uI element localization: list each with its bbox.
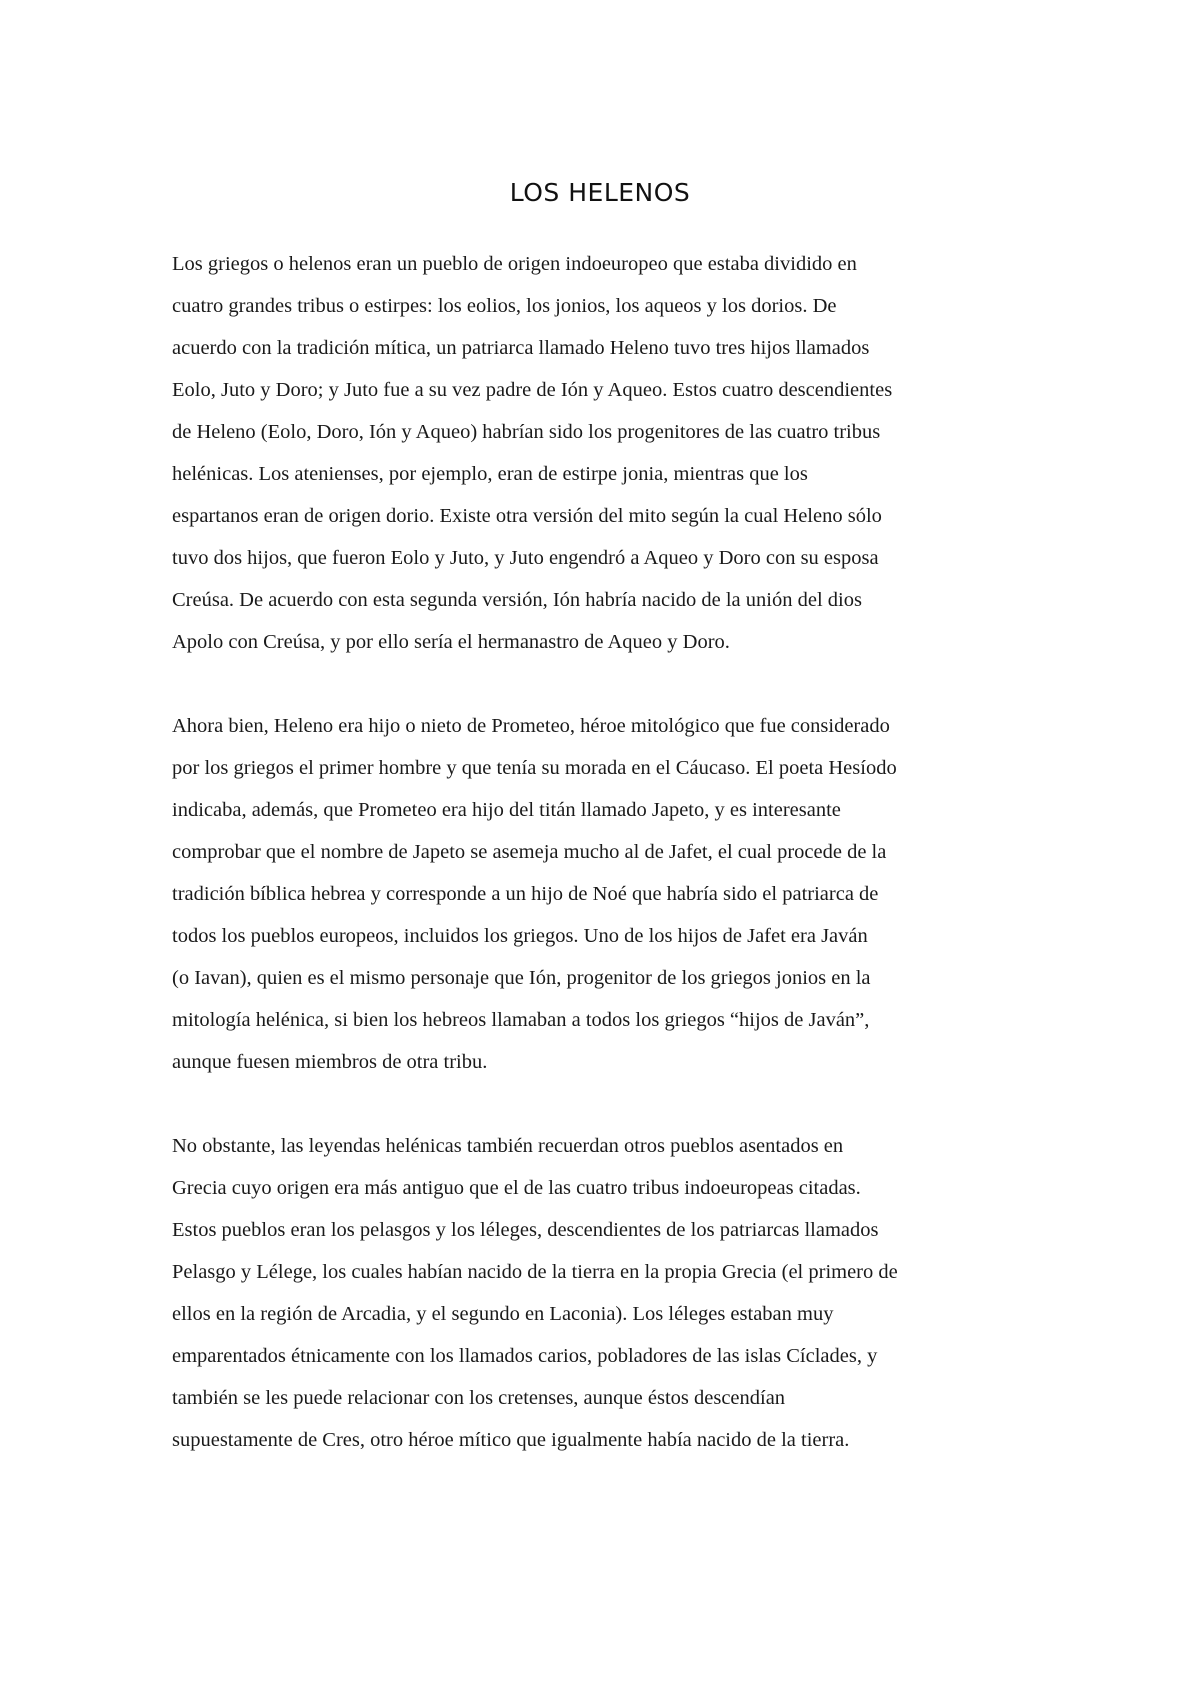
paragraph-line: Creúsa. De acuerdo con esta segunda versión, Ión habría nacido de la unión del dios [172, 589, 862, 611]
paragraph-2 [172, 705, 1032, 1083]
paragraph-1 [172, 243, 1032, 663]
paragraph-line: de Heleno (Eolo, Doro, Ión y Aqueo) habrían sido los progenitores de las cuatro tribus [172, 421, 881, 443]
document-title: LOS HELENOS [509, 178, 691, 207]
document-body [172, 243, 1032, 1461]
paragraph-spacer [172, 663, 1032, 705]
paragraph-line: indicaba, además, que Prometeo era hijo del titán llamado Japeto, y es interesante [172, 799, 841, 821]
paragraph-line: por los griegos el primer hombre y que tenía su morada en el Cáucaso. El poeta Hesíodo [172, 757, 897, 779]
paragraph-line: Los griegos o helenos eran un pueblo de origen indoeuropeo que estaba dividido en [172, 253, 857, 275]
paragraph-line: Estos pueblos eran los pelasgos y los léleges, descendientes de los patriarcas llamados [172, 1219, 879, 1241]
paragraph-spacer [172, 1083, 1032, 1125]
paragraph-3 [172, 1125, 1032, 1461]
paragraph-line: Grecia cuyo origen era más antiguo que el de las cuatro tribus indoeuropeas citadas. [172, 1177, 861, 1199]
paragraph-line: aunque fuesen miembros de otra tribu. [172, 1051, 488, 1073]
paragraph-line: Pelasgo y Lélege, los cuales habían nacido de la tierra en la propia Grecia (el primero de [172, 1261, 898, 1283]
paragraph-line: acuerdo con la tradición mítica, un patriarca llamado Heleno tuvo tres hijos llamados [172, 337, 870, 359]
paragraph-line: Ahora bien, Heleno era hijo o nieto de Prometeo, héroe mitológico que fue considerado [172, 715, 890, 737]
paragraph-line: también se les puede relacionar con los cretenses, aunque éstos descendían [172, 1387, 786, 1409]
paragraph-line: cuatro grandes tribus o estirpes: los eolios, los jonios, los aqueos y los dorios. De [172, 295, 837, 317]
paragraph-line: No obstante, las leyendas helénicas también recuerdan otros pueblos asentados en [172, 1135, 844, 1157]
paragraph-line: mitología helénica, si bien los hebreos llamaban a todos los griegos “hijos de Javán”, [172, 1009, 870, 1031]
paragraph-line: tradición bíblica hebrea y corresponde a un hijo de Noé que habría sido el patriarca de [172, 883, 879, 905]
paragraph-line: tuvo dos hijos, que fueron Eolo y Juto, y Juto engendró a Aqueo y Doro con su esposa [172, 547, 879, 569]
paragraph-line: todos los pueblos europeos, incluidos los griegos. Uno de los hijos de Jafet era Javán [172, 925, 868, 947]
paragraph-line: emparentados étnicamente con los llamados carios, pobladores de las islas Cíclades, y [172, 1345, 878, 1367]
paragraph-line: comprobar que el nombre de Japeto se asemeja mucho al de Jafet, el cual procede de la [172, 841, 887, 863]
paragraph-line: Apolo con Creúsa, y por ello sería el hermanastro de Aqueo y Doro. [172, 631, 730, 653]
paragraph-line: helénicas. Los atenienses, por ejemplo, eran de estirpe jonia, mientras que los [172, 463, 808, 485]
paragraph-line: supuestamente de Cres, otro héroe mítico que igualmente había nacido de la tierra. [172, 1429, 850, 1451]
paragraph-line: espartanos eran de origen dorio. Existe otra versión del mito según la cual Heleno sólo [172, 505, 882, 527]
paragraph-line: (o Iavan), quien es el mismo personaje que Ión, progenitor de los griegos jonios en la [172, 967, 871, 989]
paragraph-line: ellos en la región de Arcadia, y el segundo en Laconia). Los léleges estaban muy [172, 1303, 834, 1325]
paragraph-line: Eolo, Juto y Doro; y Juto fue a su vez padre de Ión y Aqueo. Estos cuatro descendientes [172, 379, 893, 401]
